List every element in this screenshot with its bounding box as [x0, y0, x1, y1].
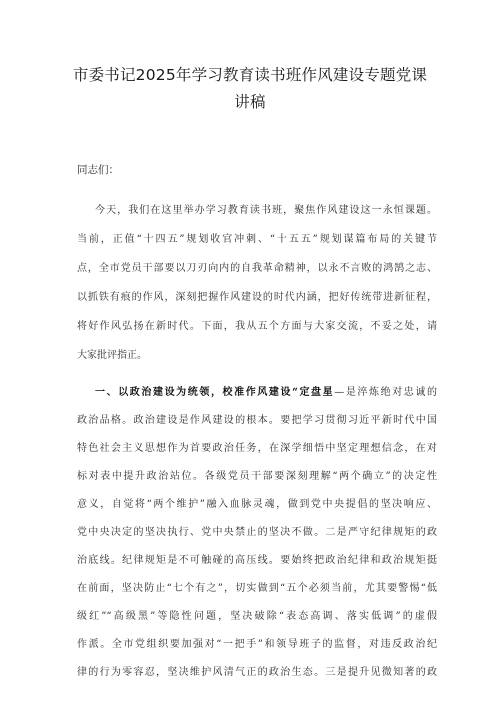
paragraph-1-line: 今天，我们在这里举办学习教育读书班，聚焦作风建设这一永恒课题。 — [95, 205, 437, 216]
document-title-line-2: 讲稿 — [234, 93, 266, 111]
paragraph-2-line: 作派。全市党组织要加强对“一把手”和领导班子的监督，对违反政治纪 — [77, 639, 437, 650]
paragraph-1-line: 大家批评指正。 — [77, 350, 147, 361]
paragraph-2-line: 律的行为零容忍，坚决维护风清气正的政治生态。三是提升见微知著的政 — [77, 667, 437, 678]
paragraph-2-line: 级红”“高级黑”等隐性问题，坚决破除“表态高调、落实低调”的虚假 — [77, 611, 437, 622]
paragraph-1-line: 点，全市党员干部要以刀刃向内的自我革命精神，以永不言败的鸿鹄之志、 — [77, 263, 437, 274]
section-heading: 一、以政治建设为统领，校准作风建设“定盘星 — [95, 387, 335, 398]
salutation: 同志们： — [77, 164, 119, 176]
paragraph-2-line: 政治品格。政治建设是作风建设的根本。要把学习贯彻习近平新时代中国 — [77, 415, 437, 426]
document-title-line-1: 市委书记2025年学习教育读书班作风建设专题党课 — [72, 66, 428, 84]
paragraph-2-line: 在前面，坚决防止“七个有之”，切实做到“五个必须当前，尤其要警惕“低 — [77, 583, 437, 594]
paragraph-2-line: 特色社会主义思想作为首要政治任务，在深学细悟中坚定理想信念，在对 — [77, 443, 437, 454]
paragraph-2-line: 标对表中提升政治站位。各级党员干部要深刻理解“两个确立”的决定性 — [77, 471, 437, 482]
paragraph-2-line: 意义，自觉将“两个维护”融入血脉灵魂，做到党中央提倡的坚决响应、 — [77, 499, 437, 510]
paragraph-2-first-line-rest: —是淬炼绝对忠诚的 — [334, 387, 437, 398]
paragraph-1-line: 将好作风弘扬在新时代。下面，我从五个方面与大家交流，不妥之处，请 — [77, 321, 437, 332]
paragraph-2-first-line — [95, 386, 437, 400]
paragraph-1-line: 当前，正值“十四五”规划收官冲刺、“十五五”规划谋篇布局的关键节 — [77, 234, 437, 245]
paragraph-2-line: 党中央决定的坚决执行、党中央禁止的坚决不做。二是严守纪律规矩的政 — [77, 527, 437, 538]
paragraph-2-line: 治底线。纪律规矩是不可触碰的高压线。要始终把政治纪律和政治规矩挺 — [77, 555, 437, 566]
paragraph-1-line: 以抓铁有痕的作风，深刻把握作风建设的时代内涵，把好传统带进新征程， — [77, 292, 437, 303]
